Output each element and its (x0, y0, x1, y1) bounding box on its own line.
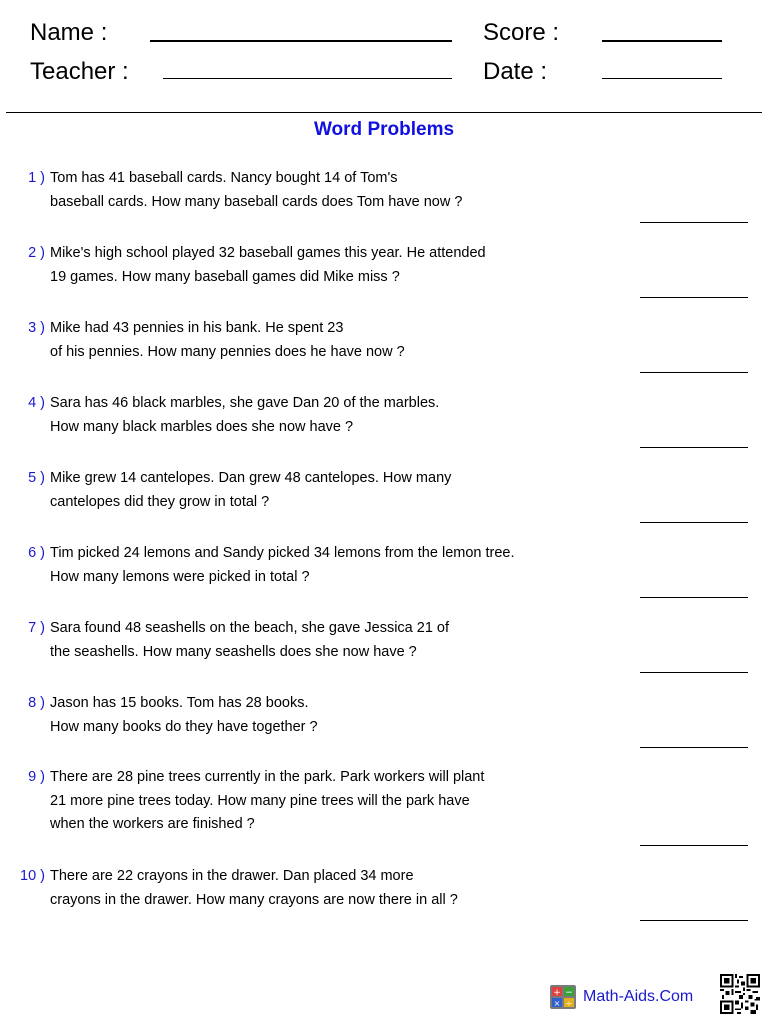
problem-text-line: There are 28 pine trees currently in the park. Park workers will plant (50, 769, 485, 785)
math-calculator-icon (550, 985, 576, 1009)
answer-line[interactable] (640, 597, 748, 598)
name-field-line[interactable] (150, 40, 452, 42)
problem-text-line: How many books do they have together ? (50, 718, 318, 735)
problem-number: 2 ) (28, 245, 45, 261)
problem-text (50, 766, 484, 837)
problem-text-line: There are 22 crayons in the drawer. Dan placed 34 more (50, 868, 414, 884)
worksheet-title: Word Problems (313, 119, 455, 140)
problem-text (50, 692, 318, 739)
svg-text:×: × (553, 999, 561, 1008)
site-name-link[interactable]: Math-Aids.Com (583, 988, 694, 1005)
problem-text (50, 317, 405, 364)
problem-text-line: crayons in the drawer. How many crayons are now there in all ? (50, 891, 458, 908)
svg-text:−: − (565, 988, 573, 998)
answer-line[interactable] (640, 920, 748, 921)
problem-number: 3 ) (28, 320, 45, 336)
problem-text-line: Mike's high school played 32 baseball games this year. He attended (50, 245, 486, 261)
problem-text-line: Sara found 48 seashells on the beach, she gave Jessica 21 of (50, 620, 450, 636)
problem-text (50, 242, 486, 289)
problem-text-line: Tim picked 24 lemons and Sandy picked 34 lemons from the lemon tree. (50, 545, 515, 561)
answer-line[interactable] (640, 297, 748, 298)
problem-text-line: Jason has 15 books. Tom has 28 books. (50, 695, 309, 711)
svg-text:+: + (553, 988, 561, 998)
problem-text-line: cantelopes did they grow in total ? (50, 493, 270, 510)
answer-line[interactable] (640, 747, 748, 748)
problem-text-line: Mike grew 14 cantelopes. Dan grew 48 cantelopes. How many (50, 470, 452, 486)
problem-text-line: 19 games. How many baseball games did Mike miss ? (50, 268, 400, 285)
problem-text (50, 865, 458, 912)
problem-text-line: Tom has 41 baseball cards. Nancy bought 14 of Tom's (50, 170, 398, 186)
answer-line[interactable] (640, 447, 748, 448)
problem-text (50, 542, 515, 589)
problem-text-line: baseball cards. How many baseball cards does Tom have now ? (50, 193, 463, 210)
teacher-label: Teacher : (30, 58, 129, 85)
problem-text-line: How many lemons were picked in total ? (50, 568, 310, 585)
answer-line[interactable] (640, 222, 748, 223)
problem-number: 5 ) (28, 470, 45, 486)
problem-number: 8 ) (28, 695, 45, 711)
problem-text-line: Mike had 43 pennies in his bank. He spent 23 (50, 320, 344, 336)
date-label: Date : (483, 58, 548, 85)
problem-text-line: 21 more pine trees today. How many pine trees will the park have (50, 792, 470, 809)
problem-number: 6 ) (28, 545, 45, 561)
problem-number: 4 ) (28, 395, 45, 411)
date-field-line[interactable] (602, 78, 722, 79)
answer-line[interactable] (640, 522, 748, 523)
problem-text-line: when the workers are finished ? (50, 816, 255, 832)
problem-text (50, 617, 449, 664)
problem-number: 9 ) (28, 769, 45, 785)
problem-text (50, 392, 439, 439)
header-divider (6, 112, 762, 113)
score-label: Score : (483, 19, 560, 46)
answer-line[interactable] (640, 672, 748, 673)
problem-text (50, 167, 462, 214)
name-label: Name : (30, 19, 108, 46)
problem-number: 7 ) (28, 620, 45, 636)
answer-line[interactable] (640, 845, 748, 846)
problem-text-line: of his pennies. How many pennies does he have now ? (50, 343, 405, 360)
svg-text:÷: ÷ (565, 999, 573, 1008)
score-field-line[interactable] (602, 40, 722, 42)
problem-number: 10 ) (20, 868, 45, 884)
qr-code-icon (720, 974, 760, 1014)
answer-line[interactable] (640, 372, 748, 373)
problem-text (50, 467, 451, 514)
teacher-field-line[interactable] (163, 78, 452, 79)
problem-text-line: How many black marbles does she now have ? (50, 418, 354, 435)
problem-number: 1 ) (28, 170, 45, 186)
problem-text-line: the seashells. How many seashells does she now have ? (50, 643, 417, 660)
problem-text-line: Sara has 46 black marbles, she gave Dan 20 of the marbles. (50, 395, 440, 411)
